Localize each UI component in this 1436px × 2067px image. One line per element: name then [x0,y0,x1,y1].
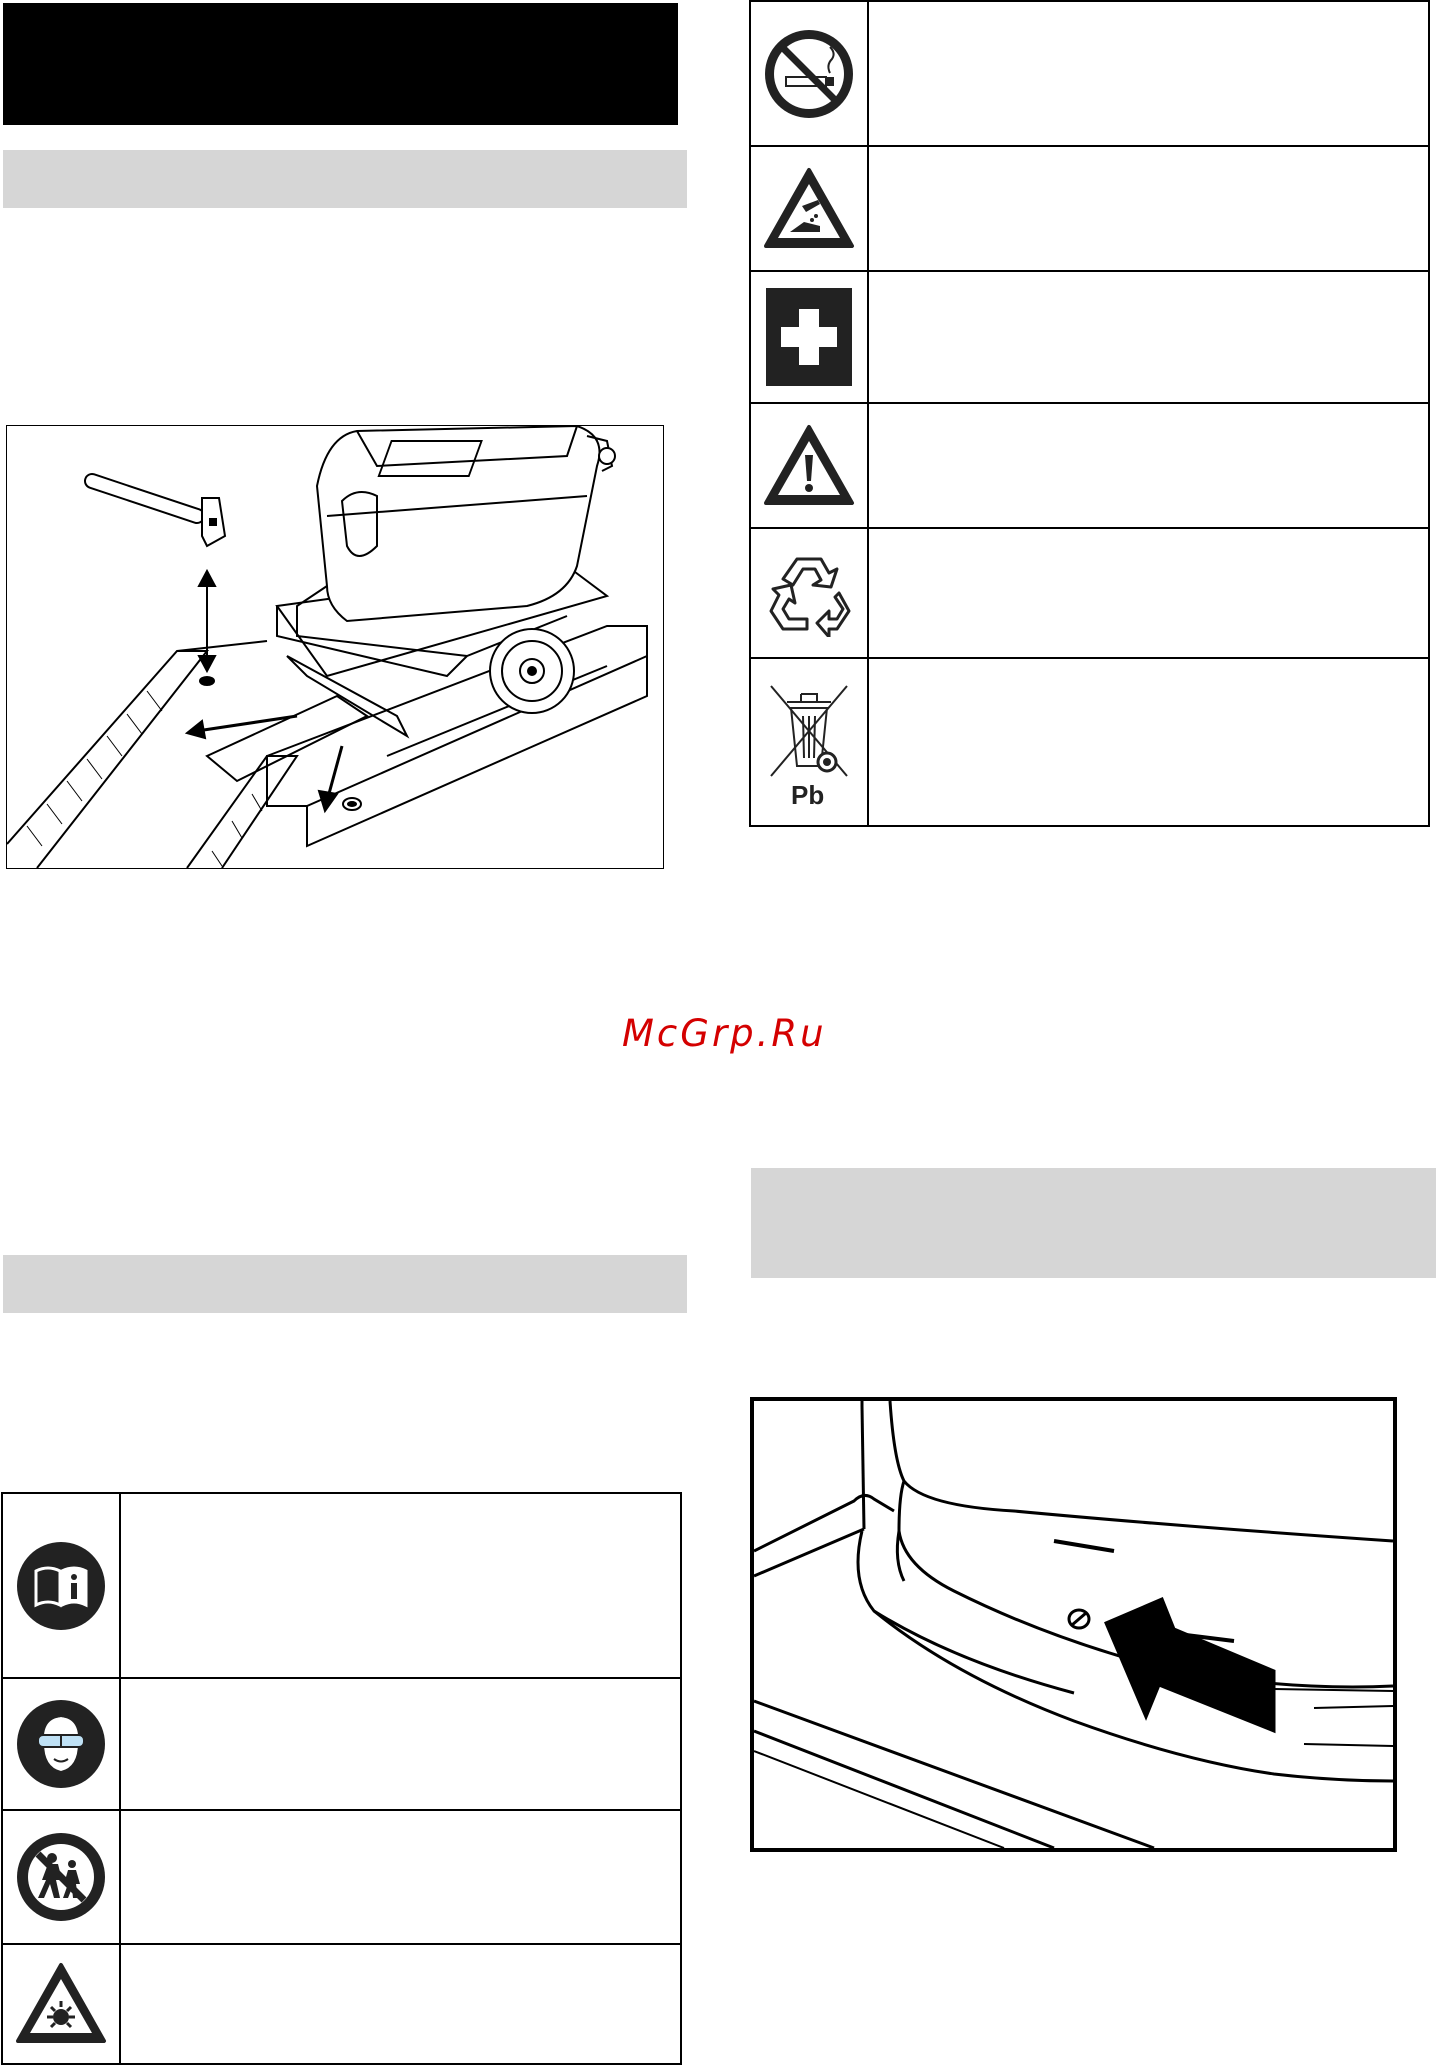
goggles-icon [16,1699,106,1789]
symbol-description [868,658,1429,826]
symbol-row [750,1,1429,146]
symbol-row [750,403,1429,528]
unpacking-figure [6,425,664,869]
section-header-bar-unpacking [3,150,687,208]
recycling-icon [763,549,855,637]
symbol-description [868,403,1429,528]
symbol-row [750,658,1429,826]
battery-pb-label: Pb [791,780,825,810]
symbol-description [120,1944,681,2064]
symbol-description [120,1493,681,1678]
symbol-table-right [749,0,1430,827]
symbol-row [2,1678,681,1810]
symbol-description [120,1678,681,1810]
symbol-row [2,1944,681,2064]
crossed-bin-icon [761,672,857,812]
symbol-row [750,146,1429,271]
corrosive-warning-icon [762,166,856,252]
symbol-description [868,528,1429,658]
symbol-description [868,271,1429,403]
no-children-icon [16,1832,106,1922]
symbol-description [868,1,1429,146]
symbol-row [750,271,1429,403]
section-header-bar-right [751,1168,1436,1278]
first-aid-icon [765,287,853,387]
symbol-row [2,1810,681,1944]
manual-info-icon [16,1541,106,1631]
explosion-warning-icon [14,1961,108,2047]
section-header-bar-symbols [3,1255,687,1313]
screw-detail-figure [750,1397,1397,1852]
general-warning-icon [762,423,856,509]
chapter-header-bar [3,3,678,125]
symbol-row [2,1493,681,1678]
watermark: McGrp.Ru [622,1012,827,1055]
symbol-description [868,146,1429,271]
symbol-description [120,1810,681,1944]
symbol-table-left [1,1492,682,2065]
symbol-row [750,528,1429,658]
no-smoking-icon [764,29,854,119]
